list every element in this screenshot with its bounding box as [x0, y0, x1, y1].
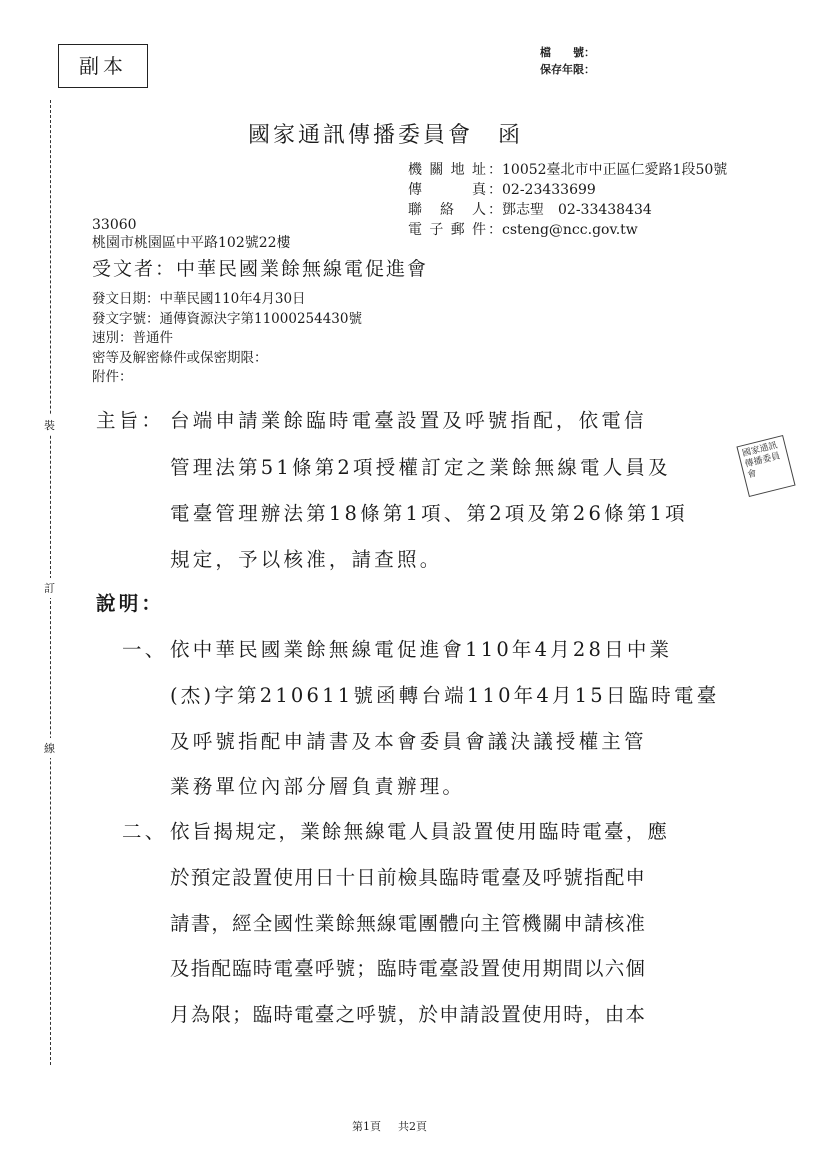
- postcode: 33060: [92, 217, 137, 233]
- secrecy: 密等及解密條件或保密期限：: [92, 349, 268, 366]
- file-info: [540, 44, 595, 78]
- email-row: [408, 220, 727, 240]
- speed: 速別：普通件: [92, 330, 173, 346]
- binding-mark-bind: 裝: [44, 415, 55, 435]
- email-label: 電子郵件: [408, 222, 488, 238]
- page-total: 共2頁: [398, 1120, 427, 1133]
- document-number: 發文字號：通傳資源決字第11000254430號: [92, 310, 362, 327]
- explanation-line: 業務單位內部分層負責辦理。: [170, 775, 466, 798]
- contact-block: [408, 160, 727, 240]
- fax-label: 傳真: [408, 182, 488, 198]
- explanation-item-number: 二、: [122, 820, 168, 843]
- subject-line: 台端申請業餘臨時電臺設置及呼號指配，依電信: [170, 409, 647, 432]
- subject-line: 電臺管理辦法第18條第1項、第2項及第26條第1項: [170, 502, 688, 525]
- fax-number: ：02-23433699: [488, 182, 596, 198]
- contact-person-row: [408, 200, 727, 220]
- explanation-line: 於預定設置使用日十日前檢具臨時電臺及呼號指配申: [170, 866, 647, 889]
- subject-line: 管理法第51條第2項授權訂定之業餘無線電人員及: [170, 456, 671, 479]
- explanation-line: 及指配臨時電臺呼號；臨時電臺設置使用期間以六個: [170, 957, 647, 980]
- recipient-address: 桃園市桃園區中平路102號22樓: [92, 235, 291, 251]
- explanation-line: 及呼號指配申請書及本會委員會議決議授權主管: [170, 730, 647, 753]
- recipient-address-block: [92, 216, 291, 252]
- contact-person-label: 聯絡人: [408, 202, 488, 218]
- issue-date: 發文日期：中華民國110年4月30日: [92, 291, 306, 307]
- explanation-item-number: 一、: [122, 638, 168, 661]
- subject-line: 規定，予以核准，請查照。: [170, 548, 443, 571]
- explanation-line: 依旨揭規定，業餘無線電人員設置使用臨時電臺，應: [170, 820, 670, 843]
- binding-mark-staple: 訂: [44, 578, 55, 598]
- document-meta: [92, 290, 362, 388]
- agency-seal-stamp: 國家通訊傳播委員會: [736, 435, 795, 497]
- explanation-label: 說明：: [96, 592, 165, 615]
- binding-mark-line: 線: [44, 738, 55, 758]
- file-number-label: 檔 號：: [540, 46, 595, 59]
- contact-person: ：鄧志聖 02-33438434: [488, 202, 652, 218]
- page-number: 第1頁: [352, 1120, 381, 1133]
- agency-address: ：10052臺北市中正區仁愛路1段50號: [488, 162, 728, 178]
- document-title: 國家通訊傳播委員會 函: [248, 123, 524, 148]
- attachment: 附件：: [92, 369, 133, 385]
- copy-stamp: 副本: [58, 44, 148, 88]
- explanation-line: 月為限；臨時電臺之呼號，於申請設置使用時，由本: [170, 1003, 647, 1026]
- email-address: ：csteng@ncc.gov.tw: [488, 222, 638, 238]
- retention-label: 保存年限：: [540, 63, 595, 76]
- subject-label: 主旨：: [96, 409, 165, 432]
- explanation-line: 依中華民國業餘無線電促進會110年4月28日中業: [170, 638, 673, 661]
- address-label: 機關地址: [408, 162, 488, 178]
- explanation-line: 請書，經全國性業餘無線電團體向主管機關申請核准: [170, 912, 647, 935]
- recipient: 受文者：中華民國業餘無線電促進會: [92, 258, 429, 280]
- fax-row: [408, 180, 727, 200]
- page-footer: [352, 1118, 427, 1134]
- explanation-line: (杰)字第210611號函轉台端110年4月15日臨時電臺: [170, 684, 720, 707]
- address-row: [408, 160, 727, 180]
